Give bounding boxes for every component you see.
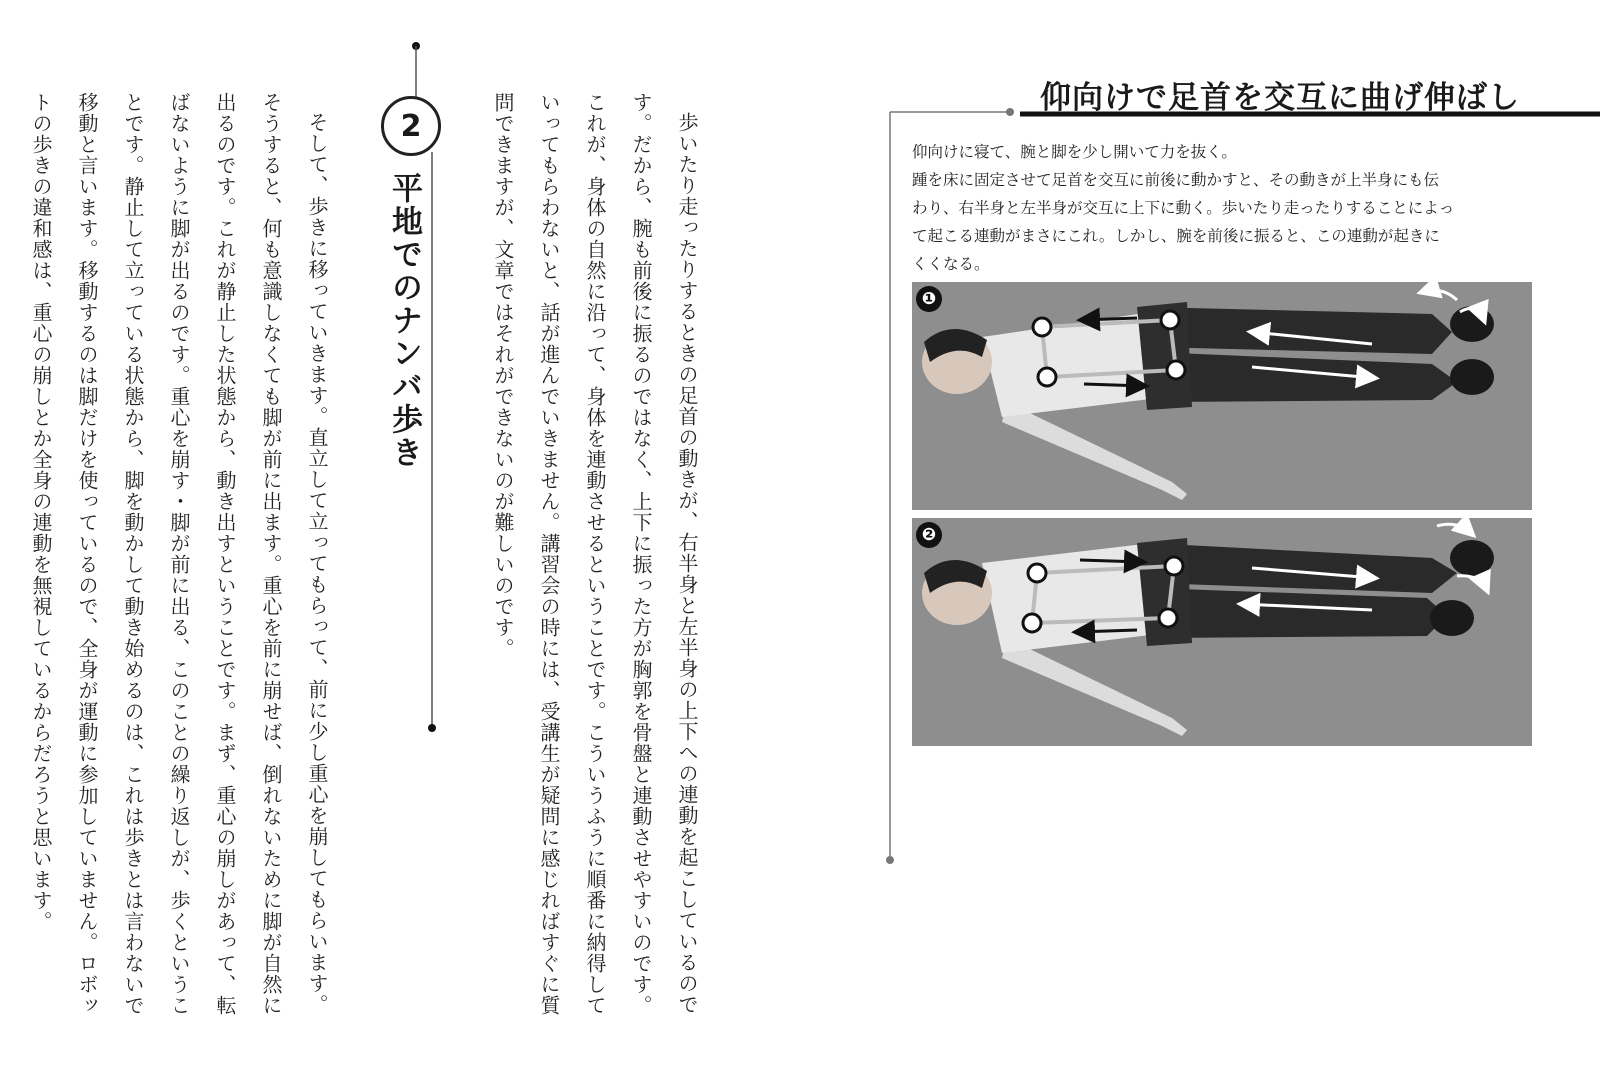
photo-number-badge: ❶ (916, 286, 942, 312)
body-paragraph-2 (29, 92, 340, 1032)
intro-line: くくなる。 (912, 255, 990, 273)
intro-line: 仰向けに寝て、腕と脚を少し開いて力を抜く。 (912, 143, 1237, 161)
exercise-photo-1 (912, 282, 1532, 510)
page-title: 仰向けで足首を交互に曲げ伸ばし (1040, 80, 1520, 116)
person-lying-illustration (912, 518, 1532, 746)
paragraph-text: 歩いたり走ったりするときの足首の動きが、右半身と左半身の上下への連動を起こしているのです。だから、腕も前後に振るのではなく、上下に振った方が胸郭を骨盤と連動させやすいのです。これが、身体の自然に沿って、身体を連動させるということです。こういうふうに順番に納得していってもらわないと、話が進んでいきません。講習会の時には、受講生が疑問に感じればすぐに質問できますが、文章ではそれができないのが難しいのです。 (491, 92, 699, 1016)
paragraph-text: そして、歩きに移っていきます。直立して立ってもらって、前に少し重心を崩してもらいます。そうすると、何も意識しなくても脚が前に出ます。重心を前に崩せば、倒れないために脚が自然に出るのです。これが静止した状態から、動き出すということです。まず、重心の崩しがあって、転ばないように脚が出るのです。重心を崩す・脚が前に出る、このことの繰り返しが、歩くということです。静止して立っている状態から、脚を動かして動き始めるのは、これは歩きとは言わないで移動と言います。移動するのは脚だけを使っているので、全身が運動に参加していません。ロボットの歩きの違和感は、重心の崩しとか全身の連動を無視しているからだろうと思います。 (29, 92, 329, 1016)
exercise-photo-2 (912, 518, 1532, 746)
intro-line: て起こる連動がまさにこれ。しかし、腕を前後に振ると、この連動が起きに (912, 227, 1440, 245)
section-title: 平地でのナンバ歩き (386, 172, 422, 469)
section-number-badge: 2 (381, 96, 441, 156)
intro-line: 踵を床に固定させて足首を交互に前後に動かすと、その動きが上半身にも伝 (912, 171, 1440, 189)
body-paragraph-1 (478, 92, 710, 1032)
photo-number-badge: ❷ (916, 522, 942, 548)
person-lying-illustration (912, 282, 1532, 510)
intro-line: わり、右半身と左半身が交互に上下に動く。歩いたり走ったりすることによっ (912, 199, 1455, 217)
intro-text (912, 138, 1532, 278)
